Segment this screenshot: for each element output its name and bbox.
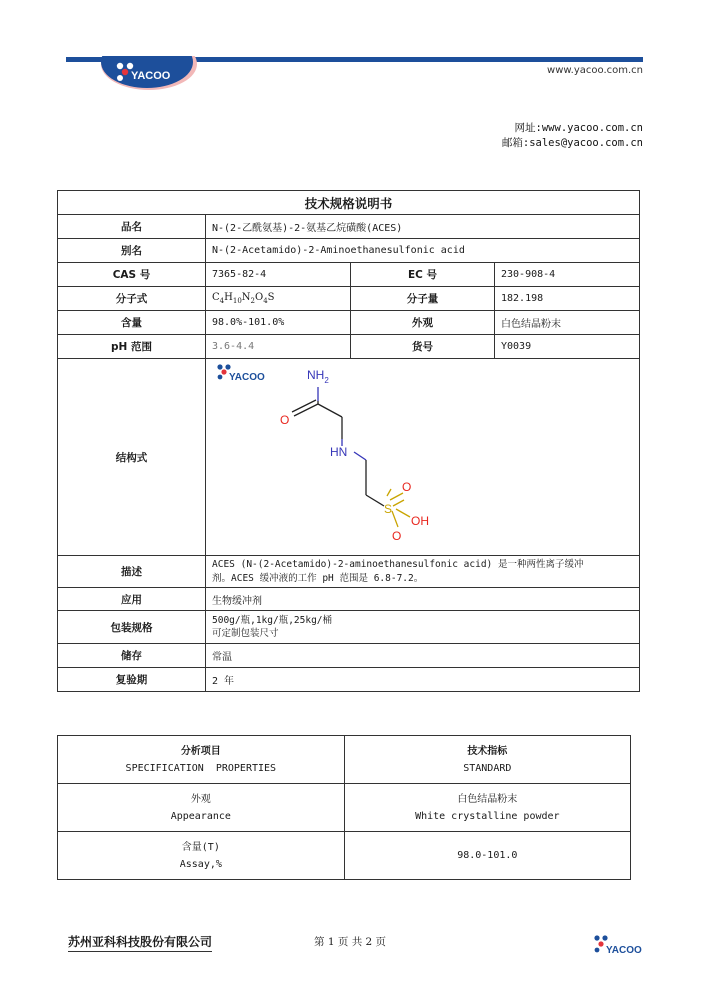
formula-label: 分子式 — [58, 287, 206, 311]
alias-label: 别名 — [58, 239, 206, 263]
footer-logo — [593, 934, 643, 956]
footer-company: 苏州亚科科技股份有限公司 — [68, 933, 212, 952]
ec-label: EC 号 — [351, 263, 495, 287]
cas-label: CAS 号 — [58, 263, 206, 287]
spec-table — [57, 190, 640, 692]
content-value: 98.0%-101.0% — [206, 311, 351, 335]
analysis-standard-appearance: 白色结晶粉末 White crystalline powder — [344, 784, 630, 832]
item-label: 货号 — [351, 335, 495, 359]
usage-label: 应用 — [58, 588, 206, 611]
contact-email: 邮箱:sales@yacoo.com.cn — [501, 137, 643, 149]
atom-o2: O — [402, 480, 412, 494]
structure-logo — [217, 364, 265, 383]
analysis-item-appearance: 外观 Appearance — [58, 784, 345, 832]
content-label: 含量 — [58, 311, 206, 335]
analysis-header-item: 分析项目 SPECIFICATION PROPERTIES — [58, 736, 345, 784]
structure-cell — [206, 359, 640, 556]
item-value: Y0039 — [495, 335, 640, 359]
name-value: N-(2-乙酰氨基)-2-氨基乙烷磺酸(ACES) — [206, 215, 640, 239]
desc-label: 描述 — [58, 556, 206, 588]
atom-s: S — [384, 502, 393, 516]
analysis-header-standard: 技术指标 STANDARD — [344, 736, 630, 784]
header-website[interactable]: www.yacoo.com.cn — [547, 65, 643, 76]
mw-label: 分子量 — [351, 287, 495, 311]
storage-value: 常温 — [206, 644, 640, 668]
structure-bonds — [292, 387, 410, 527]
svg-text:YACOO: YACOO — [606, 945, 642, 956]
atom-nh2: $NH_2$ — [307, 368, 329, 385]
usage-value: 生物缓冲剂 — [206, 588, 640, 611]
atom-o3: O — [392, 529, 402, 543]
atom-o1: O — [280, 413, 290, 427]
table-row — [58, 784, 631, 832]
appearance-value: 白色结晶粉末 — [495, 311, 640, 335]
analysis-standard-assay: 98.0-101.0 — [344, 832, 630, 880]
ph-label: pH 范围 — [58, 335, 206, 359]
ec-value: 230-908-4 — [495, 263, 640, 287]
svg-text:YACOO: YACOO — [229, 372, 265, 383]
table-row — [58, 832, 631, 880]
name-label: 品名 — [58, 215, 206, 239]
retest-label: 复验期 — [58, 668, 206, 692]
mw-value: 182.198 — [495, 287, 640, 311]
formula-value: $C_4H_{10}N_2O_4S$ — [206, 287, 351, 311]
contact-website: 网址:www.yacoo.com.cn — [514, 122, 643, 134]
atom-hn: HN — [330, 445, 348, 459]
footer-page-info: 第 1 页 共 2 页 — [314, 936, 387, 948]
spec-title: 技术规格说明书 — [58, 191, 640, 215]
storage-label: 储存 — [58, 644, 206, 668]
structure-diagram — [206, 359, 639, 555]
atom-oh: OH — [411, 514, 429, 528]
svg-text:YACOO: YACOO — [131, 70, 171, 82]
structure-label: 结构式 — [58, 359, 206, 556]
analysis-item-assay: 含量(T) Assay,% — [58, 832, 345, 880]
alias-value: N-(2-Acetamido)-2-Aminoethanesulfonic acid — [206, 239, 640, 263]
pack-label: 包装规格 — [58, 611, 206, 644]
pack-value: 500g/瓶,1kg/瓶,25kg/桶 可定制包装尺寸 — [206, 611, 640, 644]
appearance-label: 外观 — [351, 311, 495, 335]
desc-value: ACES (N-(2-Acetamido)-2-aminoethanesulfonic acid) 是一种两性离子缓冲 剂。ACES 缓冲液的工作 pH 范围是 6.8-7.2。 — [206, 556, 640, 588]
analysis-table — [57, 735, 631, 880]
ph-value: 3.6-4.4 — [206, 335, 351, 359]
header-logo — [101, 56, 198, 90]
cas-value: 7365-82-4 — [206, 263, 351, 287]
retest-value: 2 年 — [206, 668, 640, 692]
